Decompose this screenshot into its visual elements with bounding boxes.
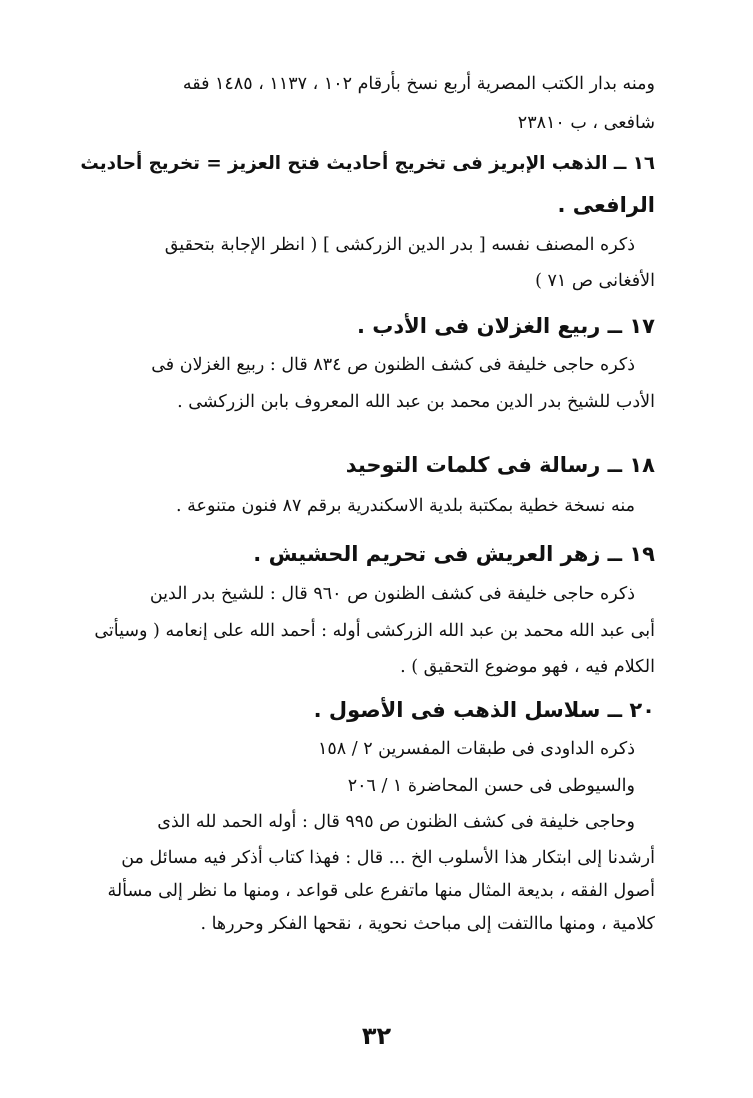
entry-20-text-4: أرشدنا إلى ابتكار هذا الأسلوب الخ ... قال : فهذا كتاب أذكر فيه مسائل من <box>121 848 655 868</box>
entry-19-text-2: أبى عبد الله محمد بن عبد الله الزركشى أوله : أحمد الله على إنعامه ( وسيأتى <box>94 621 655 641</box>
entry-20-text-2: والسيوطى فى حسن المحاضرة ١ / ٢٠٦ <box>347 776 635 796</box>
text-line-2: شافعى ، ب ٢٣٨١٠ <box>517 113 655 133</box>
entry-16-heading: ١٦ ــ الذهب الإبريز فى تخريج أحاديث فتح العزيز = تخريج أحاديث <box>80 153 655 174</box>
entry-20-text-3: وحاجى خليفة فى كشف الظنون ص ٩٩٥ قال : أوله الحمد لله الذى <box>157 812 635 832</box>
entry-16-text-2: الأفغانى ص ٧١ ) <box>535 271 655 291</box>
entry-18-text-1: منه نسخة خطية بمكتبة بلدية الاسكندرية برقم ٨٧ فنون متنوعة . <box>176 496 635 516</box>
entry-20-heading: ٢٠ ــ سلاسل الذهب فى الأصول . <box>313 698 655 722</box>
entry-16-heading-cont: الرافعى . <box>557 193 655 217</box>
entry-18-heading: ١٨ ــ رسالة فى كلمات التوحيد <box>345 453 655 477</box>
entry-17-text-1: ذكره حاجى خليفة فى كشف الظنون ص ٨٣٤ قال : ربيع الغزلان فى <box>151 355 635 375</box>
entry-20-text-1: ذكره الداودى فى طبقات المفسرين ٢ / ١٥٨ <box>317 739 635 759</box>
entry-17-heading: ١٧ ــ ربيع الغزلان فى الأدب . <box>356 314 655 338</box>
text-line-1: ومنه بدار الكتب المصرية أربع نسخ بأرقام ١٠٢ ، ١١٣٧ ، ١٤٨٥ فقه <box>182 74 655 94</box>
entry-16-text-1: ذكره المصنف نفسه [ بدر الدين الزركشى ] ( انظر الإجابة بتحقيق <box>164 235 635 255</box>
entry-17-text-2: الأدب للشيخ بدر الدين محمد بن عبد الله المعروف بابن الزركشى . <box>177 392 655 412</box>
entry-19-heading: ١٩ ــ زهر العريش فى تحريم الحشيش . <box>253 542 655 566</box>
entry-20-text-6: كلامية ، ومنها ماالتفت إلى مباحث نحوية ، نقحها الفكر وحررها . <box>200 914 655 934</box>
page-number: ٣٢ <box>361 1022 392 1050</box>
entry-19-text-1: ذكره حاجى خليفة فى كشف الظنون ص ٩٦٠ قال : للشيخ بدر الدين <box>149 584 635 604</box>
entry-19-text-3: الكلام فيه ، فهو موضوع التحقيق ) . <box>400 657 655 677</box>
entry-20-text-5: أصول الفقه ، بديعة المثال منها ماتفرع على قواعد ، ومنها ما نظر إلى مسألة <box>107 881 655 901</box>
